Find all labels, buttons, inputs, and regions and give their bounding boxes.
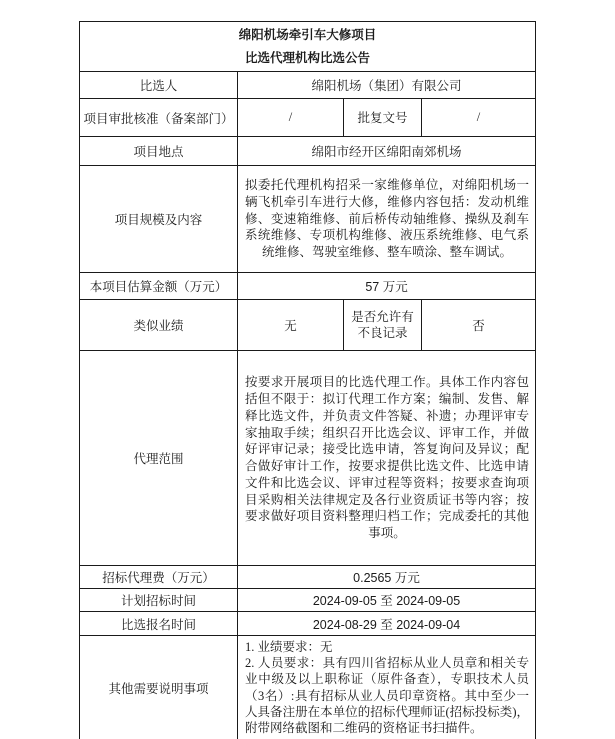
agency-fee-label: 招标代理费（万元） (80, 566, 238, 589)
document-title (80, 22, 536, 72)
other-notes-line-2: 2. 人员要求：具有四川省招标从业人员章和相关专业中级及以上职称证（原件备查），专职技术人员（3名）:具有招标从业人员印章资格。其中至少一人具备注册在本单位的招标代理师证(招标投标类)，附带网络截图和二维码的资格证书扫描件。 (245, 656, 530, 736)
agency-fee-value: 0.2565 万元 (238, 566, 536, 589)
title-row (80, 22, 536, 72)
project-scope-label: 项目规模及内容 (80, 166, 238, 273)
row-project-scope (80, 166, 536, 273)
row-tender-time (80, 589, 536, 612)
row-agency-fee (80, 566, 536, 589)
row-similar-performance (80, 300, 536, 351)
approval-label: 项目审批核准（备案部门） (80, 99, 238, 137)
other-notes-line-1: 1. 业绩要求：无 (245, 640, 333, 654)
announcement-table (79, 21, 536, 739)
approval-value: / (238, 99, 344, 137)
title-line-1: 绵阳机场牵引车大修项目 (238, 28, 377, 42)
row-other-notes (80, 636, 536, 739)
approval-doc-number-value: / (422, 99, 536, 137)
agency-scope-value: 按要求开展项目的比选代理工作。具体工作内容包括但不限于：拟订代理工作方案；编制、发售、解释比选文件，并负责文件答疑、补遗；办理评审专家抽取手续；组织召开比选会议、评审工作，并做好评审记录；接受比选申请，答复询问及异议；配合做好审计工作，按要求提供比选文件、比选申请文件和比选会议、评审过程等资料；按要求查询项目采购相关法律规定及各行业资质证书等内容；按要求做好项目资料整理归档工作；完成委托的其他事项。 (238, 351, 536, 566)
location-value: 绵阳市经开区绵阳南郊机场 (238, 137, 536, 166)
budget-value: 57 万元 (238, 273, 536, 300)
other-notes-label: 其他需要说明事项 (80, 636, 238, 739)
signup-time-label: 比选报名时间 (80, 612, 238, 636)
bad-record-allowed-label: 是否允许有不良记录 (344, 300, 422, 351)
tender-time-label: 计划招标时间 (80, 589, 238, 612)
row-approval (80, 99, 536, 137)
other-notes-value (238, 636, 536, 739)
row-bidder (80, 72, 536, 99)
tender-time-value: 2024-09-05 至 2024-09-05 (238, 589, 536, 612)
similar-performance-label: 类似业绩 (80, 300, 238, 351)
title-line-2: 比选代理机构比选公告 (245, 50, 371, 65)
budget-label: 本项目估算金额（万元） (80, 273, 238, 300)
bidder-value: 绵阳机场（集团）有限公司 (238, 72, 536, 99)
project-scope-value: 拟委托代理机构招采一家维修单位，对绵阳机场一辆飞机牵引车进行大修，维修内容包括：发动机维修、变速箱维修、前后桥传动轴维修、操纵及刹车系统维修、专项机构维修、液压系统维修、电气系统维修、驾驶室维修、整车喷涂、整车调试。 (238, 166, 536, 273)
bad-record-allowed-value: 否 (422, 300, 536, 351)
signup-time-value: 2024-08-29 至 2024-09-04 (238, 612, 536, 636)
row-location (80, 137, 536, 166)
similar-performance-value: 无 (238, 300, 344, 351)
location-label: 项目地点 (80, 137, 238, 166)
agency-scope-label: 代理范围 (80, 351, 238, 566)
row-agency-scope (80, 351, 536, 566)
row-budget (80, 273, 536, 300)
bidder-label: 比选人 (80, 72, 238, 99)
row-signup-time (80, 612, 536, 636)
approval-doc-number-label: 批复文号 (344, 99, 422, 137)
